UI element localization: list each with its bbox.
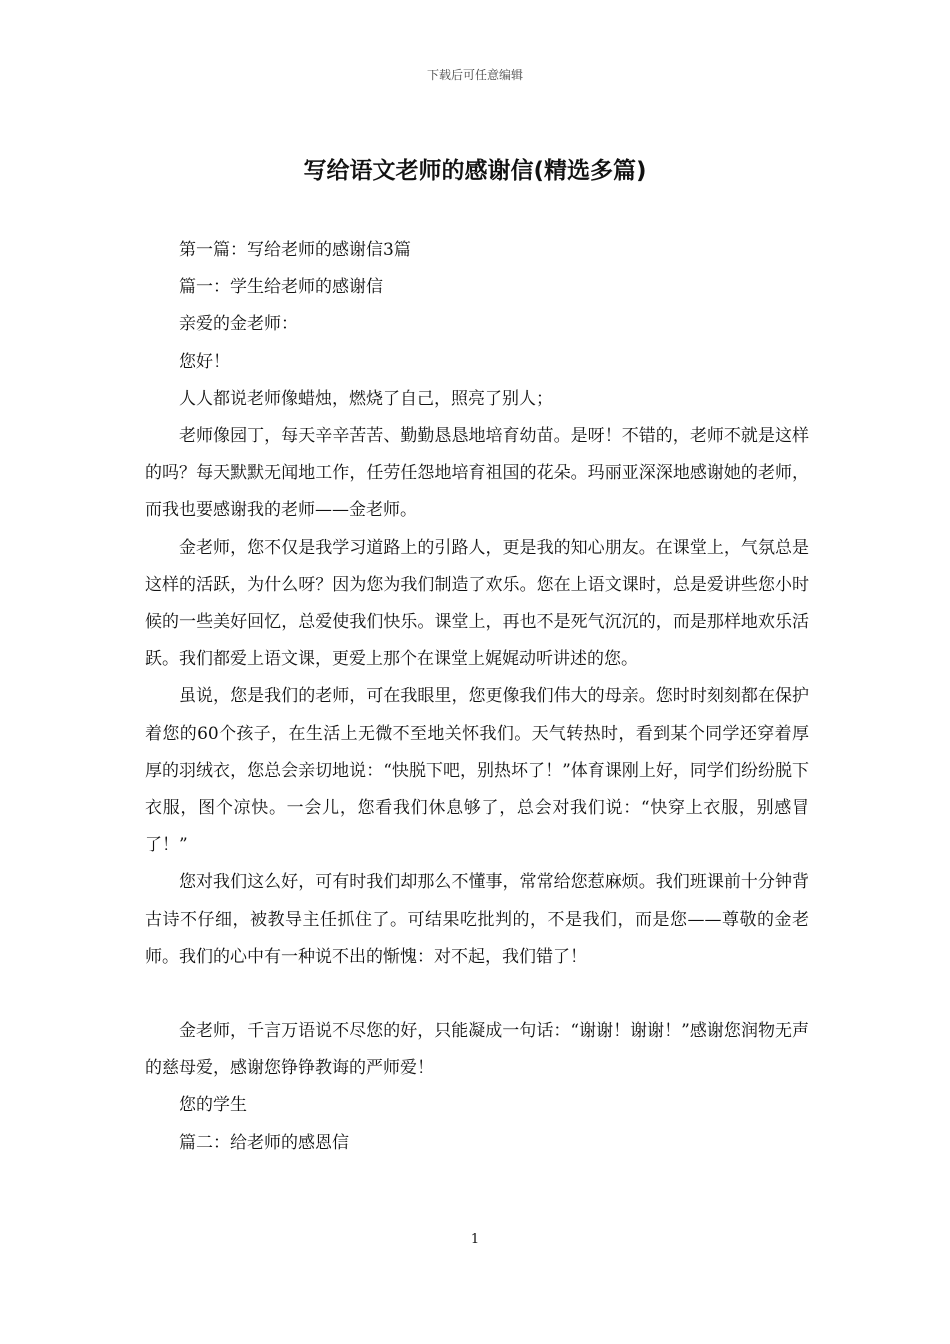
page-number: 1 xyxy=(470,1232,480,1247)
blank-line xyxy=(145,976,809,1013)
document-title: 写给语文老师的感谢信(精选多篇) xyxy=(303,158,647,184)
paragraph: 金老师，千言万语说不尽您的好，只能凝成一句话：“谢谢！谢谢！”感谢您润物无声的慈母爱，感谢您铮铮教诲的严师爱！ xyxy=(145,1021,809,1079)
paragraph: 虽说，您是我们的老师，可在我眼里，您更像我们伟大的母亲。您时时刻刻都在保护着您的60个孩子，在生活上无微不至地关怀我们。天气转热时，看到某个同学还穿着厚厚的羽绒衣，您总会亲切地说：“快脱下吧，别热坏了！”体育课刚上好，同学们纷纷脱下衣服，图个凉快。一会儿，您看我们休息够了，总会对我们说：“快穿上衣服，别感冒了！” xyxy=(145,686,809,856)
document-body xyxy=(145,232,809,1162)
paragraph: 篇一：学生给老师的感谢信 xyxy=(179,277,383,298)
paragraph: 第一篇：写给老师的感谢信3篇 xyxy=(179,240,411,260)
paragraph: 您对我们这么好，可有时我们却那么不懂事，常常给您惹麻烦。我们班课前十分钟背古诗不仔细，被教导主任抓住了。可结果吃批判的，不是我们，而是您——尊敬的金老师。我们的心中有一种说不出的惭愧：对不起，我们错了！ xyxy=(145,872,809,967)
paragraph: 老师像园丁，每天辛辛苦苦、勤勤恳恳地培育幼苗。是呀！不错的，老师不就是这样的吗？每天默默无闻地工作，任劳任怨地培育祖国的花朵。玛丽亚深深地感谢她的老师，而我也要感谢我的老师——金老师。 xyxy=(145,426,809,521)
header-note: 下载后可任意编辑 xyxy=(426,68,523,82)
paragraph: 您的学生 xyxy=(179,1095,247,1116)
paragraph: 您好！ xyxy=(179,351,230,372)
paragraph: 金老师，您不仅是我学习道路上的引路人，更是我的知心朋友。在课堂上，气氛总是这样的活跃，为什么呀？因为您为我们制造了欢乐。您在上语文课时，总是爱讲些您小时候的一些美好回忆，总爱使我们快乐。课堂上，再也不是死气沉沉的，而是那样地欢乐活跃。我们都爱上语文课，更爱上那个在课堂上娓娓动听讲述的您。 xyxy=(145,537,809,670)
paragraph: 篇二：给老师的感恩信 xyxy=(179,1132,349,1153)
paragraph: 亲爱的金老师： xyxy=(179,314,298,335)
paragraph: 人人都说老师像蜡烛，燃烧了自己，照亮了别人； xyxy=(179,388,553,409)
